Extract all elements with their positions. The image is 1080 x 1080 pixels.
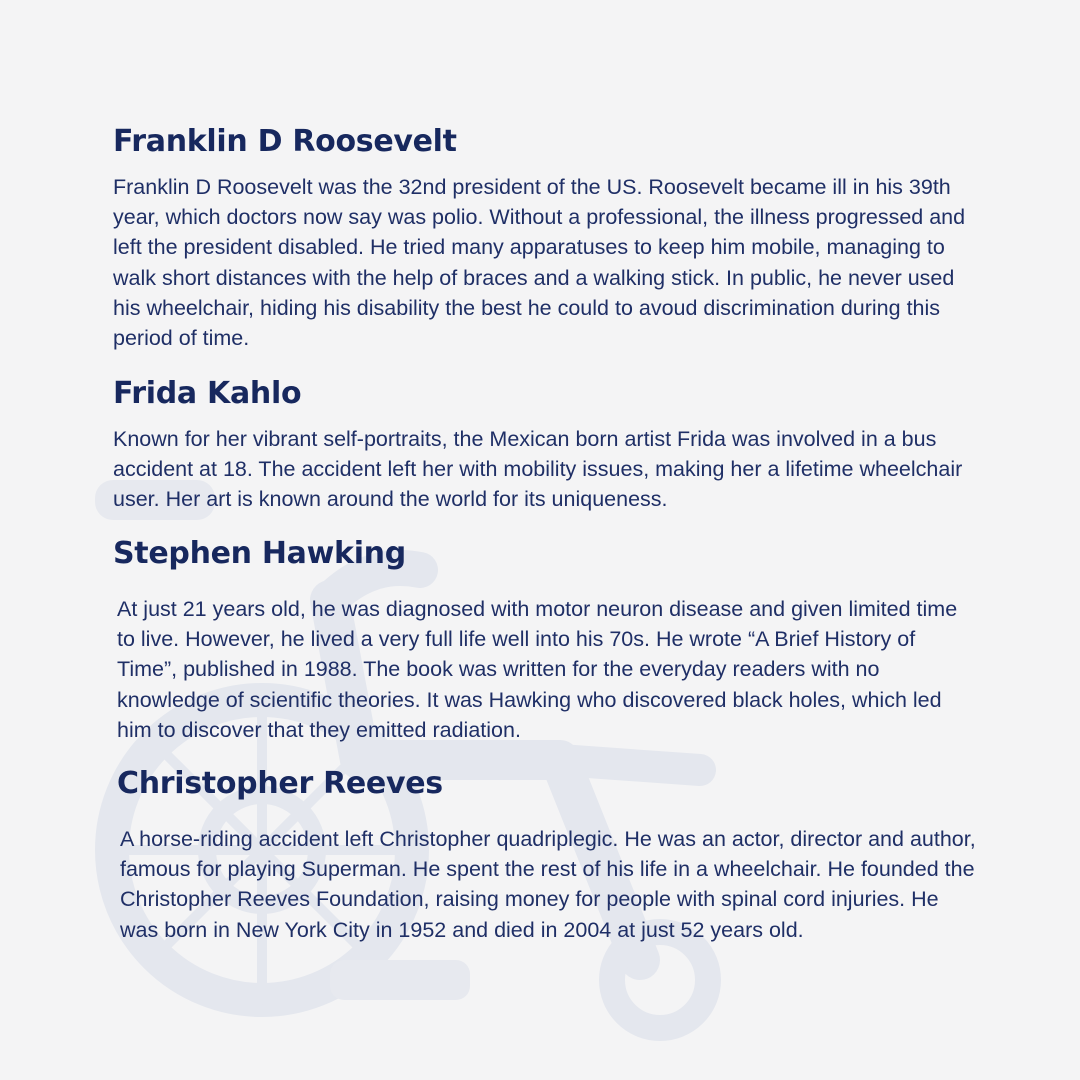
section-body-franklin-d-roosevelt: Franklin D Roosevelt was the 32nd president of the US. Roosevelt became ill in his 39th year, which doctors now say was polio. Without a professional, the illness progressed and left the president disabled. He tried many apparatuses to keep him mobile, managing to walk short distances with the help of braces and a walking stick. In public, he never used his wheelchair, hiding his disability the best he could to avoud discrimination during this period of time. — [113, 175, 966, 351]
section-body-stephen-hawking: At just 21 years old, he was diagnosed with motor neuron disease and given limited time to live. However, he lived a very full life well into his 70s. He wrote “A Brief History of Time”, published in 1988. The book was written for the everyday readers with no knowledge of scientific theories. It was Hawking who discovered black holes, which led him to discover that they emitted radiation. — [117, 597, 958, 742]
section-title-stephen-hawking: Stephen Hawking — [113, 536, 406, 571]
section-body-christopher-reeves: A horse-riding accident left Christopher quadriplegic. He was an actor, director and author, famous for playing Superman. He spent the rest of his life in a wheelchair. He founded the Christopher Reeves Foundation, raising money for people with spinal cord injuries. He was born in New York City in 1952 and died in 2004 at just 52 years old. — [120, 827, 976, 942]
section-title-frida-kahlo: Frida Kahlo — [113, 376, 302, 411]
section-body-frida-kahlo: Known for her vibrant self-portraits, the Mexican born artist Frida was involved in a bus accident at 18. The accident left her with mobility issues, making her a lifetime wheelchair user. Her art is known around the world for its uniqueness. — [113, 427, 963, 512]
section-title-franklin-d-roosevelt: Franklin D Roosevelt — [113, 124, 457, 159]
section-title-christopher-reeves: Christopher Reeves — [117, 766, 443, 801]
